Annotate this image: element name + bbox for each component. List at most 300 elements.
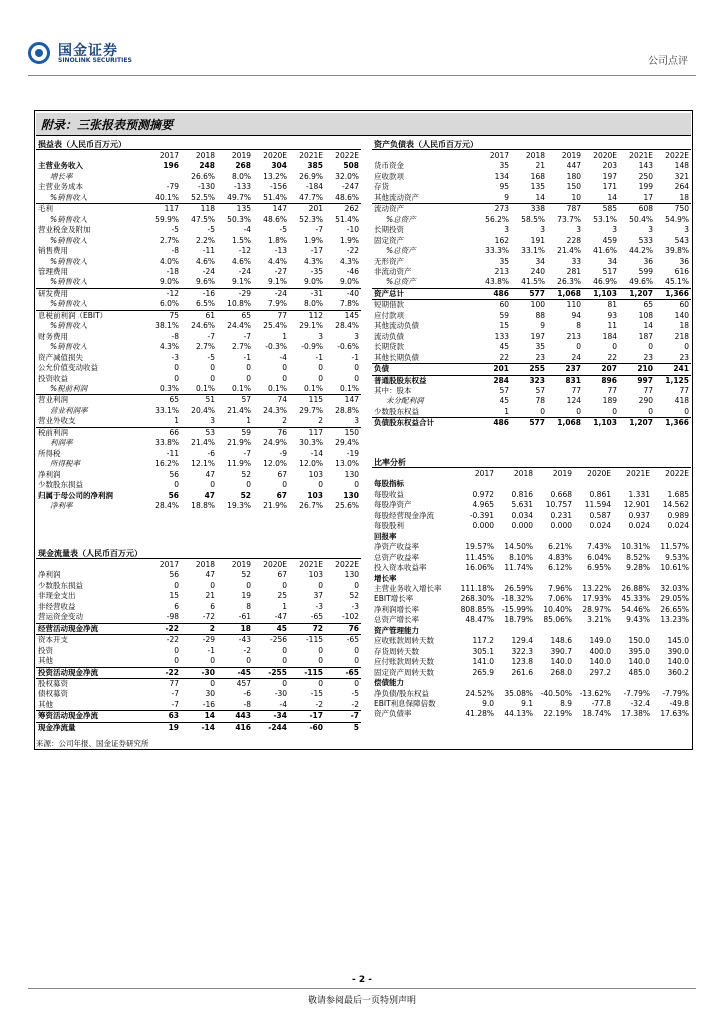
value-cell: 4.3% — [303, 256, 323, 266]
header-label-cell — [36, 560, 145, 570]
value-cell: 0.1% — [303, 383, 323, 393]
value-cell: -40.50% — [540, 688, 572, 698]
value-cell: 8.52% — [626, 552, 650, 562]
value-cell: 47.5% — [191, 214, 215, 224]
value-cell: -7 — [171, 689, 179, 699]
value-cell: 1,207 — [619, 288, 655, 299]
value-cell: 100 — [511, 300, 547, 311]
value-cell: 59 — [499, 310, 509, 320]
value-cell: -1 — [351, 352, 359, 362]
table-row — [372, 332, 691, 342]
row-label: 应收款项 — [374, 171, 404, 181]
value-cell: -244 — [253, 722, 289, 733]
value-cell: 4.3% — [339, 256, 359, 266]
value-cell: 1 — [282, 601, 287, 611]
value-cell: 196 — [163, 161, 179, 171]
table-row — [36, 438, 361, 448]
value-cell: 143 — [638, 161, 653, 171]
table-row — [36, 449, 361, 459]
value-cell: 228 — [566, 235, 581, 245]
table-row — [36, 384, 361, 395]
row-label: 税前利润 — [36, 427, 145, 438]
value-cell: 0 — [181, 678, 217, 689]
row-label: 主营业务收入 — [38, 161, 83, 171]
row-label: EBIT利息保障倍数 — [374, 698, 436, 708]
value-cell: 240 — [530, 266, 545, 276]
value-cell: 0 — [540, 406, 545, 416]
value-cell: -17 — [310, 246, 323, 256]
table-row — [36, 193, 361, 204]
value-cell: 117.2 — [472, 636, 494, 646]
value-cell: 9.0% — [303, 277, 323, 287]
value-cell: 11.594 — [584, 500, 611, 510]
table-row — [36, 612, 361, 623]
value-cell: -12 — [145, 288, 181, 299]
value-cell — [574, 626, 613, 636]
value-cell: 53.1% — [593, 214, 617, 224]
table-row — [372, 364, 691, 375]
value-cell: 585 — [583, 204, 619, 215]
value-cell: 44.2% — [629, 246, 653, 256]
row-label: 其他长期负债 — [374, 352, 419, 362]
table-row — [36, 374, 361, 384]
value-cell: 45 — [253, 623, 289, 634]
value-cell: 533 — [638, 235, 653, 245]
value-cell: 51.4% — [335, 214, 359, 224]
value-cell: 33.3% — [485, 246, 509, 256]
value-cell: 103 — [307, 490, 323, 500]
value-cell: -9 — [279, 448, 287, 458]
value-cell: 9 — [540, 321, 545, 331]
value-cell: 32.0% — [335, 171, 359, 181]
row-label: 其他流动资产 — [374, 192, 419, 202]
value-cell: 13.0% — [335, 459, 359, 469]
value-cell: -7 — [315, 225, 323, 235]
value-cell: 59 — [217, 427, 253, 438]
value-cell: 447 — [566, 161, 581, 171]
value-cell: -2 — [243, 645, 251, 655]
table-row — [36, 501, 361, 511]
value-cell: 213 — [494, 266, 509, 276]
logo-text-cn: 国金证券 — [58, 43, 118, 59]
value-cell: 65 — [145, 395, 181, 406]
value-cell: -5 — [279, 225, 287, 235]
value-cell: 112 — [289, 310, 325, 321]
value-cell: 16.2% — [155, 459, 179, 469]
value-cell: 61 — [181, 310, 217, 321]
table-row — [372, 396, 691, 406]
value-cell: 3 — [648, 225, 653, 235]
value-cell: 268.0 — [550, 667, 572, 677]
value-cell: 19 — [241, 591, 251, 601]
value-cell: 5 — [325, 722, 361, 733]
value-cell: 268 — [235, 161, 251, 171]
disclaimer-note: 敬请参阅最后一页特别声明 — [307, 996, 416, 1006]
row-label: 流动资产 — [372, 204, 475, 215]
value-cell: -27 — [274, 266, 287, 276]
value-cell: 21.9% — [263, 500, 287, 510]
value-cell: 616 — [674, 266, 689, 276]
table-row — [36, 667, 361, 678]
value-cell: 148 — [674, 161, 689, 171]
value-cell: 12.901 — [623, 500, 650, 510]
value-cell: 14 — [535, 192, 545, 202]
value-cell: 6 — [210, 601, 215, 611]
row-label: 每股净资产 — [374, 500, 412, 510]
value-cell: 15 — [499, 321, 509, 331]
value-cell: 35.08% — [504, 688, 533, 698]
table-row — [36, 277, 361, 288]
row-label: 短期借款 — [372, 300, 475, 311]
value-cell: -29 — [217, 288, 253, 299]
row-label: 非流动资产 — [374, 266, 412, 276]
value-cell: -184 — [305, 182, 323, 192]
value-cell: 24 — [571, 352, 581, 362]
value-cell: 72 — [289, 623, 325, 634]
value-cell: -115 — [289, 635, 325, 646]
value-cell: 56.2% — [485, 214, 509, 224]
value-cell: 0 — [246, 580, 251, 590]
year-header: 2019 — [561, 151, 581, 160]
value-cell — [457, 678, 496, 688]
row-label: 投入资本收益率 — [374, 563, 427, 573]
value-cell: 21.4% — [191, 438, 215, 448]
value-cell: -79 — [166, 182, 179, 192]
value-cell: 117 — [289, 427, 325, 438]
value-cell: 9.28% — [626, 563, 650, 573]
value-cell: 997 — [619, 375, 655, 386]
value-cell: -24 — [253, 288, 289, 299]
value-cell — [496, 479, 535, 489]
value-cell — [457, 479, 496, 489]
table-row — [36, 581, 361, 591]
value-cell: 14.50% — [504, 542, 533, 552]
value-cell: 0.668 — [550, 489, 572, 499]
value-cell: 52 — [241, 469, 251, 479]
value-cell: 56 — [169, 469, 179, 479]
value-cell — [535, 626, 574, 636]
value-cell: 52 — [349, 591, 359, 601]
value-cell: 33.1% — [521, 246, 545, 256]
value-cell: 443 — [217, 711, 253, 722]
value-cell: -247 — [341, 182, 359, 192]
value-cell: 0.587 — [589, 510, 611, 520]
value-cell: -15.99% — [501, 604, 533, 614]
table-row — [36, 299, 361, 310]
value-cell: -4 — [279, 352, 287, 362]
value-cell: -156 — [269, 182, 287, 192]
header-label-cell — [372, 151, 475, 161]
value-cell: -3 — [171, 352, 179, 362]
cash-flow-table — [36, 560, 361, 733]
value-cell: 11.9% — [227, 459, 251, 469]
value-cell: 305.1 — [472, 646, 494, 656]
row-label: 营业利润率 — [50, 405, 88, 415]
value-cell: 180 — [566, 171, 581, 181]
value-cell: 10 — [571, 192, 581, 202]
table-row — [372, 500, 691, 510]
value-cell — [457, 574, 496, 584]
source-note: 来源：公司年报、国金证券研究所 — [36, 739, 149, 748]
row-label: 回报率 — [374, 531, 397, 541]
value-cell: 117 — [145, 204, 181, 215]
value-cell: 41.28% — [465, 709, 494, 719]
logo-text-en: SINOLINK SECURITIES — [58, 57, 132, 64]
table-header-row — [36, 151, 361, 161]
table-row — [372, 699, 691, 709]
value-cell: -34 — [253, 711, 289, 722]
value-cell: 36 — [679, 256, 689, 266]
value-cell: -102 — [341, 612, 359, 622]
value-cell: 13.23% — [660, 615, 689, 625]
value-cell: 248 — [199, 161, 215, 171]
value-cell: 26.59% — [504, 583, 533, 593]
year-header: 2020E — [263, 151, 287, 160]
value-cell: 543 — [674, 235, 689, 245]
value-cell: 8.9 — [560, 698, 572, 708]
value-cell: 1.9% — [303, 235, 323, 245]
row-label: 流动负债 — [374, 331, 404, 341]
row-label: 净利率 — [50, 500, 73, 510]
row-label: 主营业务成本 — [38, 182, 83, 192]
value-cell: -7 — [171, 699, 179, 709]
value-cell: 0.3% — [159, 383, 179, 393]
row-label: EBIT增长率 — [374, 594, 414, 604]
row-label: 研发费用 — [36, 288, 145, 299]
value-cell: 0 — [354, 645, 359, 655]
value-cell: 77 — [679, 385, 689, 395]
value-cell: 0 — [174, 373, 179, 383]
value-cell: 57 — [499, 385, 509, 395]
value-cell: 21.9% — [227, 438, 251, 448]
ratio-analysis-title: 比率分析 — [372, 457, 691, 468]
value-cell: -46 — [346, 266, 359, 276]
value-cell: -17 — [289, 711, 325, 722]
value-cell: 1,103 — [583, 418, 619, 429]
value-cell: 281 — [566, 266, 581, 276]
row-label: 现金净流量 — [36, 722, 145, 733]
value-cell: 147 — [325, 395, 361, 406]
value-cell: -65 — [325, 667, 361, 678]
value-cell: 147 — [253, 204, 289, 215]
value-cell: 459 — [602, 235, 617, 245]
value-cell: 338 — [511, 204, 547, 215]
table-row — [372, 277, 691, 288]
value-cell: 457 — [217, 678, 253, 689]
value-cell: 2 — [181, 623, 217, 634]
value-cell: 77 — [571, 385, 581, 395]
value-cell: 130 — [344, 469, 359, 479]
value-cell: 207 — [583, 364, 619, 375]
value-cell: 1 — [174, 416, 179, 426]
value-cell: 19.3% — [227, 500, 251, 510]
value-cell: 140.0 — [550, 657, 572, 667]
value-cell: 0 — [174, 363, 179, 373]
value-cell: 141.0 — [472, 657, 494, 667]
value-cell: 0 — [354, 363, 359, 373]
page-number: - 2 - — [352, 975, 372, 985]
value-cell — [145, 172, 181, 182]
value-cell: 53 — [181, 427, 217, 438]
value-cell: 322.3 — [511, 646, 533, 656]
row-label: 净利润 — [38, 469, 61, 479]
table-row — [372, 311, 691, 321]
appendix-title-bar — [36, 113, 691, 136]
value-cell: 124 — [566, 396, 581, 406]
row-label: 净资产收益率 — [374, 542, 419, 552]
row-label: 未分配利润 — [386, 396, 424, 406]
value-cell: 1,366 — [655, 418, 691, 429]
value-cell: 197 — [602, 171, 617, 181]
value-cell: 44.13% — [504, 709, 533, 719]
value-cell — [574, 479, 613, 489]
value-cell: 26.65% — [660, 604, 689, 614]
row-label: %销售收入 — [50, 277, 88, 287]
row-label: 应收账款周转天数 — [374, 636, 434, 646]
year-header: 2021E — [626, 469, 650, 478]
value-cell — [652, 626, 691, 636]
row-label: 归属于母公司的净利润 — [38, 490, 113, 500]
value-cell: 29.1% — [299, 321, 323, 331]
table-row — [372, 479, 691, 489]
value-cell: 20.4% — [191, 405, 215, 415]
table-row — [372, 574, 691, 584]
table-row — [372, 172, 691, 182]
value-cell: -13.62% — [579, 688, 611, 698]
value-cell: 0.000 — [550, 521, 572, 531]
table-row — [36, 416, 361, 427]
page-header — [0, 0, 724, 80]
value-cell — [652, 678, 691, 688]
value-cell: 56 — [169, 570, 179, 580]
table-row — [36, 602, 361, 612]
row-label: 应付款项 — [374, 310, 404, 320]
value-cell: 26.9% — [299, 171, 323, 181]
value-cell: 3 — [612, 225, 617, 235]
income-statement-title: 损益表（人民币百万元） — [36, 139, 361, 150]
row-label: 非现金支出 — [38, 591, 76, 601]
value-cell: 16.06% — [465, 563, 494, 573]
table-row — [372, 594, 691, 604]
value-cell: 10.40% — [543, 604, 572, 614]
value-cell: 8 — [246, 601, 251, 611]
table-row — [372, 532, 691, 542]
table-row — [36, 342, 361, 352]
value-cell: 65 — [217, 310, 253, 321]
row-label: 普通股股东权益 — [372, 375, 475, 386]
value-cell: -30 — [274, 689, 287, 699]
value-cell: 4.83% — [548, 552, 572, 562]
value-cell: 47 — [205, 570, 215, 580]
table-row — [372, 161, 691, 171]
row-label: %销售收入 — [50, 299, 88, 309]
value-cell: 59.9% — [155, 214, 179, 224]
value-cell: 0 — [174, 656, 179, 666]
year-header: 2020E — [593, 151, 617, 160]
value-cell: 0 — [282, 363, 287, 373]
value-cell: 21.4% — [227, 405, 251, 415]
value-cell: 60 — [655, 300, 691, 311]
value-cell — [496, 532, 535, 542]
value-cell: 45.33% — [621, 594, 650, 604]
value-cell: -3 — [351, 601, 359, 611]
table-row — [36, 711, 361, 722]
value-cell: 0.000 — [472, 521, 494, 531]
value-cell: -22 — [346, 246, 359, 256]
value-cell: 0 — [354, 480, 359, 490]
table-row — [372, 418, 691, 429]
value-cell: 750 — [655, 204, 691, 215]
value-cell: -4 — [279, 699, 287, 709]
value-cell: 8.0% — [231, 171, 251, 181]
value-cell: 19 — [145, 722, 181, 733]
value-cell: 0 — [318, 645, 323, 655]
value-cell: 0 — [282, 656, 287, 666]
table-row — [36, 310, 361, 321]
value-cell: 0 — [648, 406, 653, 416]
year-header: 2022E — [335, 151, 359, 160]
value-cell: -47 — [274, 612, 287, 622]
value-cell — [457, 626, 496, 636]
row-label: 息税前利润（EBIT） — [36, 310, 145, 321]
value-cell: 3 — [540, 225, 545, 235]
value-cell — [652, 479, 691, 489]
table-row — [372, 204, 691, 215]
value-cell: 6.12% — [548, 563, 572, 573]
value-cell: -2 — [351, 699, 359, 709]
value-cell: 264 — [674, 182, 689, 192]
value-cell: 26.3% — [557, 277, 581, 287]
value-cell: 76 — [325, 623, 361, 634]
value-cell: -60 — [289, 722, 325, 733]
row-label: 长期贷款 — [374, 342, 404, 352]
row-label: 其中：股本 — [374, 385, 412, 395]
value-cell: -24 — [202, 266, 215, 276]
value-cell: 0 — [318, 656, 323, 666]
year-header: 2022E — [665, 469, 689, 478]
row-label: 投资收益 — [38, 373, 68, 383]
value-cell: -12 — [238, 246, 251, 256]
value-cell: 75 — [145, 310, 181, 321]
value-cell: 390.0 — [667, 646, 689, 656]
table-header-row — [372, 151, 691, 161]
row-label: 筹资活动现金净流 — [36, 711, 145, 722]
value-cell: 43.8% — [485, 277, 509, 287]
value-cell: -19 — [346, 448, 359, 458]
row-label: 营业税金及附加 — [38, 225, 91, 235]
row-label: %销售收入 — [50, 256, 88, 266]
table-header-row — [36, 560, 361, 570]
value-cell: 297.2 — [589, 667, 611, 677]
value-cell: 608 — [619, 204, 655, 215]
value-cell: 47.7% — [299, 192, 323, 202]
table-row — [36, 225, 361, 235]
value-cell: 0.024 — [589, 521, 611, 531]
table-row — [372, 342, 691, 352]
table-row — [36, 332, 361, 342]
value-cell: 25 — [277, 591, 287, 601]
table-row — [372, 521, 691, 531]
value-cell: -10 — [346, 225, 359, 235]
value-cell — [613, 532, 652, 542]
value-cell: 3 — [504, 225, 509, 235]
value-cell: 7.43% — [587, 542, 611, 552]
value-cell: 1.5% — [231, 235, 251, 245]
value-cell: -1 — [315, 352, 323, 362]
table-row — [372, 605, 691, 615]
balance-sheet-title: 资产负债表（人民币百万元） — [372, 139, 691, 150]
value-cell: 93 — [607, 310, 617, 320]
